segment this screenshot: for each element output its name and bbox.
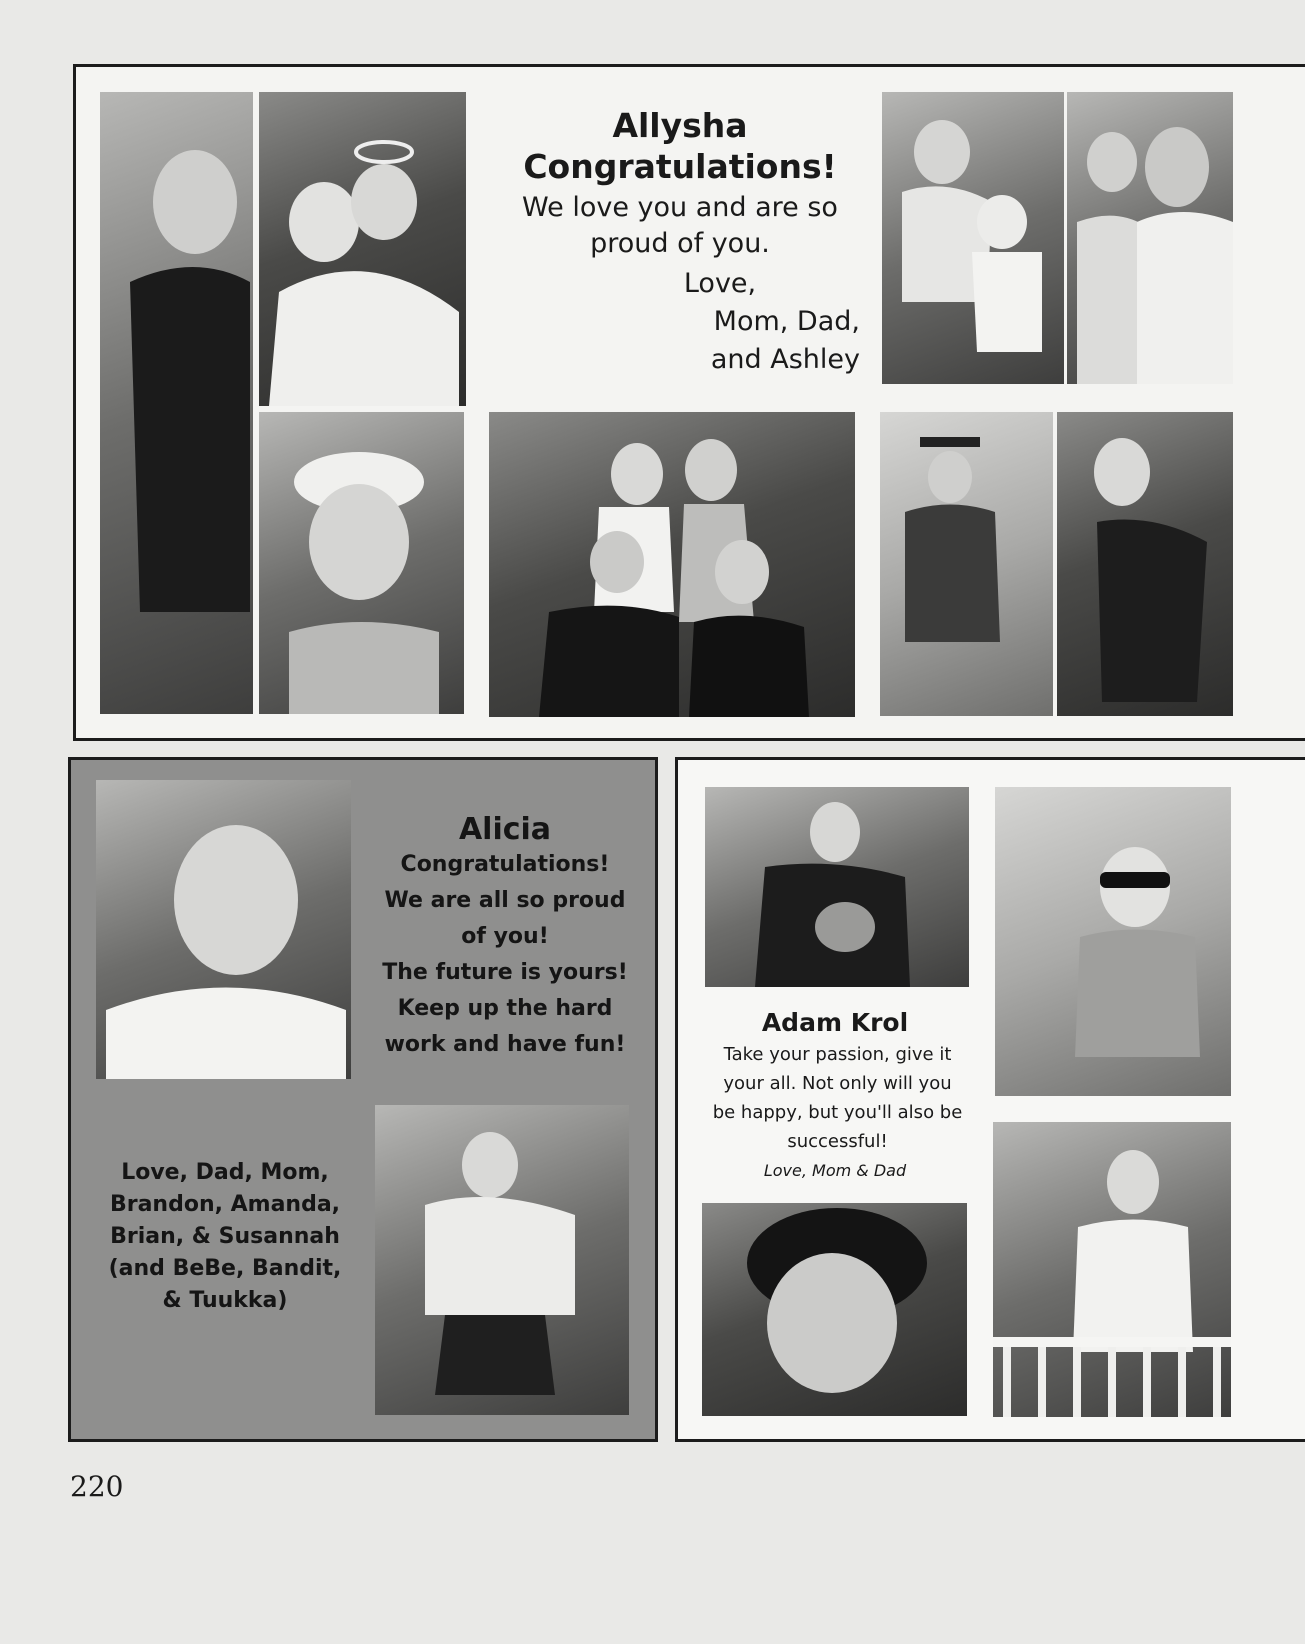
person-silhouette-icon (489, 412, 855, 717)
alicia-signoff-line: Brian, & Susannah (110, 1224, 340, 1249)
alicia-signoff-line: (and BeBe, Bandit, (108, 1256, 342, 1281)
person-silhouette-icon (375, 1105, 629, 1415)
person-silhouette-icon (995, 787, 1231, 1096)
adam-toddler-photo (702, 1203, 967, 1416)
allysha-name: Allysha (612, 106, 748, 145)
alicia-message-line: We are all so proud (384, 888, 626, 913)
adam-cat-photo (705, 787, 969, 987)
alicia-message-line: Congratulations! (400, 852, 610, 877)
allysha-toddler-photo (882, 92, 1064, 384)
adam-message-line: Take your passion, give it (723, 1044, 952, 1065)
adam-signoff: Love, Mom & Dad (763, 1161, 907, 1180)
alicia-message-line: Keep up the hard (397, 996, 613, 1021)
person-silhouette-icon (1057, 412, 1233, 716)
allysha-signoff-love: Love, (683, 268, 757, 299)
alicia-hockey-photo (375, 1105, 629, 1415)
allysha-message-line: We love you and are so (522, 192, 838, 223)
person-silhouette-icon (100, 92, 253, 714)
allysha-message-line: proud of you. (590, 228, 770, 259)
allysha-hat-photo (259, 412, 464, 714)
person-silhouette-icon (1067, 92, 1233, 384)
allysha-signoff-names: Mom, Dad, (713, 306, 860, 337)
adam-message-line: be happy, but you'll also be (712, 1102, 963, 1123)
adam-sunglasses-photo (995, 787, 1231, 1096)
allysha-kiss-photo (1067, 92, 1233, 384)
allysha-teen-photo (100, 92, 253, 714)
adam-message-line: successful! (787, 1131, 888, 1152)
alicia-message-line: of you! (461, 924, 549, 949)
allysha-family-photo (489, 412, 855, 717)
allysha-signoff-names: and Ashley (710, 344, 860, 375)
person-silhouette-icon (993, 1122, 1231, 1417)
allysha-heading: Congratulations! (523, 147, 837, 186)
alicia-message-line: The future is yours! (382, 960, 628, 985)
adam-message-line: your all. Not only will you (723, 1073, 952, 1094)
person-silhouette-icon (96, 780, 351, 1079)
adam-porch-photo (993, 1122, 1231, 1417)
alicia-signoff-line: Love, Dad, Mom, (121, 1160, 329, 1185)
alicia-name: Alicia (458, 812, 552, 847)
allysha-angel-photo (259, 92, 466, 406)
page-number: 220 (70, 1470, 124, 1503)
person-silhouette-icon (880, 412, 1053, 716)
person-silhouette-icon (259, 412, 464, 714)
alicia-message-line: work and have fun! (384, 1032, 626, 1057)
person-silhouette-icon (702, 1203, 967, 1416)
allysha-volleyball-photo (1057, 412, 1233, 716)
person-silhouette-icon (705, 787, 969, 987)
person-silhouette-icon (259, 92, 466, 406)
adam-name: Adam Krol (761, 1008, 909, 1037)
allysha-graduation-photo (880, 412, 1053, 716)
alicia-school-portrait (96, 780, 351, 1079)
person-silhouette-icon (882, 92, 1064, 384)
alicia-signoff-line: Brandon, Amanda, (109, 1192, 341, 1217)
alicia-signoff-line: & Tuukka) (162, 1288, 288, 1313)
